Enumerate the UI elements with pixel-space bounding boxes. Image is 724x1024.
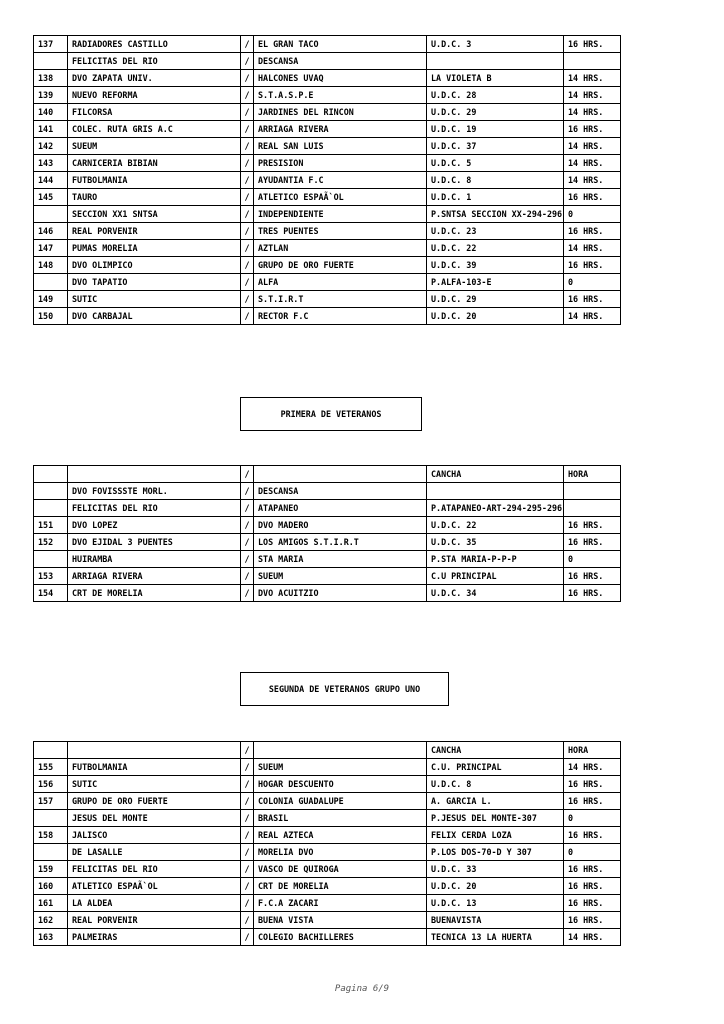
separator-cell: /	[241, 517, 254, 534]
separator-cell: /	[241, 155, 254, 172]
home-team-cell: REAL PORVENIR	[68, 912, 241, 929]
away-team-cell: VASCO DE QUIROGA	[254, 861, 427, 878]
table-row	[34, 534, 621, 551]
away-team-cell: ARRIAGA RIVERA	[254, 121, 427, 138]
field-cell: FELIX CERDA LOZA	[427, 827, 564, 844]
section-title-primera-veteranos: PRIMERA DE VETERANOS	[240, 397, 422, 431]
match-number-cell: 145	[34, 189, 68, 206]
match-number-cell: 158	[34, 827, 68, 844]
home-team-cell: REAL PORVENIR	[68, 223, 241, 240]
home-team-cell: DVO FOVISSSTE MORL.	[68, 483, 241, 500]
away-team-cell: BUENA VISTA	[254, 912, 427, 929]
field-cell: U.D.C. 5	[427, 155, 564, 172]
table-row	[34, 776, 621, 793]
table-header-row	[34, 466, 621, 483]
table-row	[34, 53, 621, 70]
match-number-cell: 139	[34, 87, 68, 104]
away-team-cell: TRES PUENTES	[254, 223, 427, 240]
field-cell: U.D.C. 33	[427, 861, 564, 878]
home-team-cell: ATLETICO ESPAÃ`OL	[68, 878, 241, 895]
match-number-cell: 157	[34, 793, 68, 810]
table-row	[34, 895, 621, 912]
time-cell: 16 HRS.	[564, 517, 621, 534]
field-cell: U.D.C. 19	[427, 121, 564, 138]
separator-cell: /	[241, 172, 254, 189]
separator-cell: /	[241, 36, 254, 53]
away-team-header	[254, 466, 427, 483]
away-team-cell: RECTOR F.C	[254, 308, 427, 325]
table-row	[34, 861, 621, 878]
table-row	[34, 878, 621, 895]
time-cell: 14 HRS.	[564, 155, 621, 172]
away-team-cell: AZTLAN	[254, 240, 427, 257]
field-cell: BUENAVISTA	[427, 912, 564, 929]
time-cell: 14 HRS.	[564, 104, 621, 121]
home-team-cell: FELICITAS DEL RIO	[68, 53, 241, 70]
separator-cell: /	[241, 500, 254, 517]
time-cell: 14 HRS.	[564, 70, 621, 87]
home-team-cell: DVO ZAPATA UNIV.	[68, 70, 241, 87]
table-row	[34, 240, 621, 257]
home-team-cell: ARRIAGA RIVERA	[68, 568, 241, 585]
home-team-header	[68, 466, 241, 483]
time-cell: 16 HRS.	[564, 793, 621, 810]
home-team-cell: HUIRAMBA	[68, 551, 241, 568]
separator-cell: /	[241, 121, 254, 138]
table-row	[34, 844, 621, 861]
away-team-cell: JARDINES DEL RINCON	[254, 104, 427, 121]
away-team-cell: MORELIA DVO	[254, 844, 427, 861]
home-team-cell: DE LASALLE	[68, 844, 241, 861]
away-team-cell: AYUDANTIA F.C	[254, 172, 427, 189]
table-row	[34, 206, 621, 223]
separator-cell: /	[241, 308, 254, 325]
field-cell: U.D.C. 8	[427, 776, 564, 793]
field-header: CANCHA	[427, 466, 564, 483]
table-row	[34, 121, 621, 138]
match-number-cell	[34, 483, 68, 500]
separator-cell: /	[241, 291, 254, 308]
match-number-cell: 140	[34, 104, 68, 121]
table-row	[34, 793, 621, 810]
separator-cell: /	[241, 861, 254, 878]
home-team-cell: FELICITAS DEL RIO	[68, 500, 241, 517]
home-team-cell: DVO TAPATIO	[68, 274, 241, 291]
time-cell: 14 HRS.	[564, 87, 621, 104]
table-row	[34, 483, 621, 500]
field-cell: U.D.C. 8	[427, 172, 564, 189]
away-team-cell: SUEUM	[254, 759, 427, 776]
field-cell: LA VIOLETA B	[427, 70, 564, 87]
away-team-cell: LOS AMIGOS S.T.I.R.T	[254, 534, 427, 551]
home-team-header	[68, 742, 241, 759]
match-number-cell	[34, 53, 68, 70]
match-number-cell: 142	[34, 138, 68, 155]
away-team-cell: DESCANSA	[254, 483, 427, 500]
field-cell: U.D.C. 22	[427, 517, 564, 534]
home-team-cell: SECCION XX1 SNTSA	[68, 206, 241, 223]
match-number-header	[34, 742, 68, 759]
field-cell: U.D.C. 29	[427, 104, 564, 121]
table-row	[34, 138, 621, 155]
field-cell: TECNICA 13 LA HUERTA	[427, 929, 564, 946]
separator-cell: /	[241, 929, 254, 946]
field-cell: C.U PRINCIPAL	[427, 568, 564, 585]
away-team-cell: CRT DE MORELIA	[254, 878, 427, 895]
time-cell	[564, 500, 621, 517]
home-team-cell: FUTBOLMANIA	[68, 759, 241, 776]
field-cell: P.ATAPANEO-ART-294-295-296	[427, 500, 564, 517]
separator-cell: /	[241, 810, 254, 827]
away-team-cell: S.T.I.R.T	[254, 291, 427, 308]
home-team-cell: JALISCO	[68, 827, 241, 844]
home-team-cell: SUTIC	[68, 776, 241, 793]
field-cell: U.D.C. 29	[427, 291, 564, 308]
match-number-cell: 138	[34, 70, 68, 87]
time-cell: 16 HRS.	[564, 827, 621, 844]
away-team-cell: ALFA	[254, 274, 427, 291]
time-cell: 14 HRS.	[564, 308, 621, 325]
away-team-cell: REAL SAN LUIS	[254, 138, 427, 155]
match-number-cell: 148	[34, 257, 68, 274]
separator-cell: /	[241, 257, 254, 274]
match-number-cell: 147	[34, 240, 68, 257]
time-cell: 14 HRS.	[564, 759, 621, 776]
table-row	[34, 585, 621, 602]
field-cell: U.D.C. 34	[427, 585, 564, 602]
away-team-cell: HALCONES UVAQ	[254, 70, 427, 87]
table-row	[34, 104, 621, 121]
home-team-cell: CRT DE MORELIA	[68, 585, 241, 602]
separator-header: /	[241, 742, 254, 759]
match-number-cell: 160	[34, 878, 68, 895]
time-cell: 14 HRS.	[564, 138, 621, 155]
match-number-cell: 149	[34, 291, 68, 308]
time-cell: 16 HRS.	[564, 36, 621, 53]
match-number-cell: 155	[34, 759, 68, 776]
separator-cell: /	[241, 912, 254, 929]
time-cell: 16 HRS.	[564, 223, 621, 240]
field-cell	[427, 483, 564, 500]
section-title-segunda-veteranos: SEGUNDA DE VETERANOS GRUPO UNO	[240, 672, 449, 706]
away-team-cell: ATLETICO ESPAÃ`OL	[254, 189, 427, 206]
field-cell: U.D.C. 13	[427, 895, 564, 912]
table-row	[34, 189, 621, 206]
time-header: HORA	[564, 742, 621, 759]
separator-cell: /	[241, 189, 254, 206]
time-cell	[564, 53, 621, 70]
away-team-cell: F.C.A ZACARI	[254, 895, 427, 912]
table-row	[34, 912, 621, 929]
match-number-cell: 150	[34, 308, 68, 325]
matches-table-1	[33, 35, 621, 325]
separator-cell: /	[241, 240, 254, 257]
field-cell: U.D.C. 3	[427, 36, 564, 53]
time-cell: 14 HRS.	[564, 240, 621, 257]
time-header: HORA	[564, 466, 621, 483]
separator-cell: /	[241, 70, 254, 87]
match-number-cell: 141	[34, 121, 68, 138]
matches-table-2	[33, 465, 621, 602]
away-team-cell: PRESISION	[254, 155, 427, 172]
match-number-cell: 162	[34, 912, 68, 929]
field-cell: U.D.C. 20	[427, 878, 564, 895]
time-cell	[564, 483, 621, 500]
time-cell: 0	[564, 274, 621, 291]
match-number-cell	[34, 274, 68, 291]
separator-cell: /	[241, 878, 254, 895]
table-row	[34, 291, 621, 308]
separator-cell: /	[241, 534, 254, 551]
table-row	[34, 308, 621, 325]
field-cell: A. GARCIA L.	[427, 793, 564, 810]
match-number-cell: 156	[34, 776, 68, 793]
time-cell: 16 HRS.	[564, 534, 621, 551]
table-row	[34, 810, 621, 827]
match-number-header	[34, 466, 68, 483]
away-team-header	[254, 742, 427, 759]
time-cell: 16 HRS.	[564, 257, 621, 274]
time-cell: 16 HRS.	[564, 291, 621, 308]
separator-cell: /	[241, 827, 254, 844]
table-row	[34, 155, 621, 172]
away-team-cell: EL GRAN TACO	[254, 36, 427, 53]
table-row	[34, 500, 621, 517]
field-cell: U.D.C. 37	[427, 138, 564, 155]
table-row	[34, 223, 621, 240]
match-number-cell: 137	[34, 36, 68, 53]
field-cell: P.LOS DOS-70-D Y 307	[427, 844, 564, 861]
away-team-cell: HOGAR DESCUENTO	[254, 776, 427, 793]
page-footer: Pagina 6/9	[334, 984, 390, 994]
separator-cell: /	[241, 759, 254, 776]
field-cell: P.ALFA-103-E	[427, 274, 564, 291]
home-team-cell: SUEUM	[68, 138, 241, 155]
home-team-cell: SUTIC	[68, 291, 241, 308]
separator-cell: /	[241, 53, 254, 70]
separator-cell: /	[241, 104, 254, 121]
table-row	[34, 172, 621, 189]
table-row	[34, 257, 621, 274]
table-row	[34, 759, 621, 776]
away-team-cell: STA MARIA	[254, 551, 427, 568]
field-cell: U.D.C. 1	[427, 189, 564, 206]
table-row	[34, 827, 621, 844]
field-cell: U.D.C. 20	[427, 308, 564, 325]
match-number-cell: 143	[34, 155, 68, 172]
time-cell: 16 HRS.	[564, 585, 621, 602]
separator-cell: /	[241, 206, 254, 223]
field-cell: P.JESUS DEL MONTE-307	[427, 810, 564, 827]
match-number-cell: 153	[34, 568, 68, 585]
separator-cell: /	[241, 274, 254, 291]
time-cell: 0	[564, 810, 621, 827]
match-number-cell	[34, 844, 68, 861]
time-cell: 16 HRS.	[564, 878, 621, 895]
field-cell: U.D.C. 28	[427, 87, 564, 104]
home-team-cell: DVO LOPEZ	[68, 517, 241, 534]
field-cell: U.D.C. 35	[427, 534, 564, 551]
time-cell: 14 HRS.	[564, 172, 621, 189]
separator-header: /	[241, 466, 254, 483]
table-row	[34, 87, 621, 104]
home-team-cell: DVO EJIDAL 3 PUENTES	[68, 534, 241, 551]
time-cell: 16 HRS.	[564, 189, 621, 206]
table-row	[34, 274, 621, 291]
field-cell: U.D.C. 39	[427, 257, 564, 274]
home-team-cell: CARNICERIA BIBIAN	[68, 155, 241, 172]
match-number-cell: 159	[34, 861, 68, 878]
home-team-cell: PUMAS MORELIA	[68, 240, 241, 257]
match-number-cell	[34, 500, 68, 517]
match-number-cell: 163	[34, 929, 68, 946]
table-row	[34, 551, 621, 568]
matches-table-3	[33, 741, 621, 946]
match-number-cell: 151	[34, 517, 68, 534]
away-team-cell: GRUPO DE ORO FUERTE	[254, 257, 427, 274]
separator-cell: /	[241, 138, 254, 155]
field-cell: P.SNTSA SECCION XX-294-296	[427, 206, 564, 223]
home-team-cell: COLEC. RUTA GRIS A.C	[68, 121, 241, 138]
table-header-row	[34, 742, 621, 759]
home-team-cell: DVO OLIMPICO	[68, 257, 241, 274]
time-cell: 0	[564, 551, 621, 568]
away-team-cell: INDEPENDIENTE	[254, 206, 427, 223]
time-cell: 16 HRS.	[564, 912, 621, 929]
field-cell	[427, 53, 564, 70]
home-team-cell: JESUS DEL MONTE	[68, 810, 241, 827]
home-team-cell: RADIADORES CASTILLO	[68, 36, 241, 53]
away-team-cell: COLONIA GUADALUPE	[254, 793, 427, 810]
away-team-cell: DVO ACUITZIO	[254, 585, 427, 602]
table-row	[34, 70, 621, 87]
field-cell: P.STA MARIA-P-P-P	[427, 551, 564, 568]
separator-cell: /	[241, 223, 254, 240]
home-team-cell: DVO CARBAJAL	[68, 308, 241, 325]
match-number-cell: 161	[34, 895, 68, 912]
match-number-cell	[34, 206, 68, 223]
home-team-cell: PALMEIRAS	[68, 929, 241, 946]
field-header: CANCHA	[427, 742, 564, 759]
table-row	[34, 36, 621, 53]
away-team-cell: SUEUM	[254, 568, 427, 585]
table-row	[34, 517, 621, 534]
time-cell: 16 HRS.	[564, 568, 621, 585]
away-team-cell: DVO MADERO	[254, 517, 427, 534]
home-team-cell: TAURO	[68, 189, 241, 206]
time-cell: 0	[564, 206, 621, 223]
separator-cell: /	[241, 483, 254, 500]
match-number-cell	[34, 551, 68, 568]
home-team-cell: FILCORSA	[68, 104, 241, 121]
separator-cell: /	[241, 585, 254, 602]
match-number-cell: 154	[34, 585, 68, 602]
separator-cell: /	[241, 87, 254, 104]
match-number-cell: 144	[34, 172, 68, 189]
match-number-cell	[34, 810, 68, 827]
separator-cell: /	[241, 895, 254, 912]
time-cell: 16 HRS.	[564, 776, 621, 793]
away-team-cell: DESCANSA	[254, 53, 427, 70]
away-team-cell: COLEGIO BACHILLERES	[254, 929, 427, 946]
separator-cell: /	[241, 776, 254, 793]
field-cell: C.U. PRINCIPAL	[427, 759, 564, 776]
away-team-cell: S.T.A.S.P.E	[254, 87, 427, 104]
home-team-cell: LA ALDEA	[68, 895, 241, 912]
separator-cell: /	[241, 551, 254, 568]
away-team-cell: REAL AZTECA	[254, 827, 427, 844]
field-cell: U.D.C. 22	[427, 240, 564, 257]
table-row	[34, 929, 621, 946]
separator-cell: /	[241, 568, 254, 585]
away-team-cell: ATAPANEO	[254, 500, 427, 517]
table-row	[34, 568, 621, 585]
field-cell: U.D.C. 23	[427, 223, 564, 240]
match-number-cell: 146	[34, 223, 68, 240]
separator-cell: /	[241, 844, 254, 861]
time-cell: 16 HRS.	[564, 895, 621, 912]
home-team-cell: GRUPO DE ORO FUERTE	[68, 793, 241, 810]
match-number-cell: 152	[34, 534, 68, 551]
home-team-cell: NUEVO REFORMA	[68, 87, 241, 104]
time-cell: 14 HRS.	[564, 929, 621, 946]
home-team-cell: FUTBOLMANIA	[68, 172, 241, 189]
home-team-cell: FELICITAS DEL RIO	[68, 861, 241, 878]
time-cell: 0	[564, 844, 621, 861]
separator-cell: /	[241, 793, 254, 810]
time-cell: 16 HRS.	[564, 861, 621, 878]
away-team-cell: BRASIL	[254, 810, 427, 827]
time-cell: 16 HRS.	[564, 121, 621, 138]
